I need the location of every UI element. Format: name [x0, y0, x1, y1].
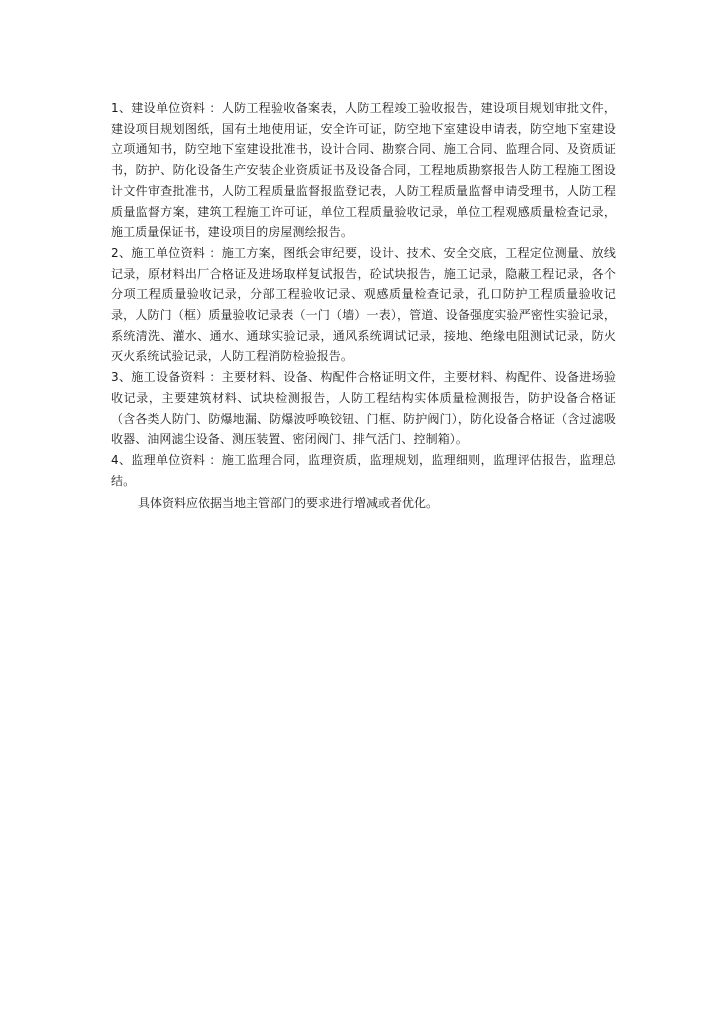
document-body — [111, 98, 616, 491]
section-supervision: 4、监理单位资料 ：施工监理合同，监理资质，监理规划，监理细则，监理评估报告，监理总结。 — [111, 452, 616, 488]
section-construction-unit: 1、建设单位资料 ：人防工程验收备案表，人防工程竣工验收报告，建设项目规划审批文件，建设项目规划图纸，国有土地使用证，安全许可证，防空地下室建设申请表，防空地下室建设立项通知书，防空地下室建设批准书，设计合同、勘察合同、施工合同、监理合同、及资质证书，防护、防化设备生产安装企业资质证书及设备合同，工程地质勘察报告人防工程施工图设计文件审查批准书，人防工程质量监督报监登记表，人防工程质量监督申请受理书，人防工程质量监督方案，建筑工程施工许可证，单位工程质量验收记录，单位工程观感质量检查记录，施工质量保证书，建设项目的房屋测绘报告。 — [111, 101, 616, 240]
closing-note: 具体资料应依据当地主管部门的要求进行增减或者优化。 — [138, 496, 439, 510]
section-equipment: 3、施工设备资料 ：主要材料、设备、构配件合格证明文件，主要材料、构配件、设备进场验收记录，主要建筑材料、试块检测报告，人防工程结构实体质量检测报告，防护设备合格证（含各类人防门、防爆地漏、防爆波呼唤铰钮、门框、防护阀门），防化设备合格证（含过滤吸收器、油网滤尘设备、测压装置、密闭阀门、排气活门、控制箱）。 — [111, 370, 616, 447]
section-contractor: 2、施工单位资料 ：施工方案，图纸会审纪要，设计、技术、安全交底，工程定位测量、放线记录，原材料出厂合格证及进场取样复试报告，砼试块报告，施工记录，隐蔽工程记录，各个分项工程质量验收记录，分部工程验收记录、观感质量检查记录，孔口防护工程质量验收记录，人防门（框）质量验收记录表（一门（墙）一表），管道、设备强度实验严密性实验记录，系统清洗、灌水、通水、通球实验记录，通风系统调试记录，接地、绝缘电阻测试记录，防火灭火系统试验记录，人防工程消防检验报告。 — [111, 245, 616, 364]
